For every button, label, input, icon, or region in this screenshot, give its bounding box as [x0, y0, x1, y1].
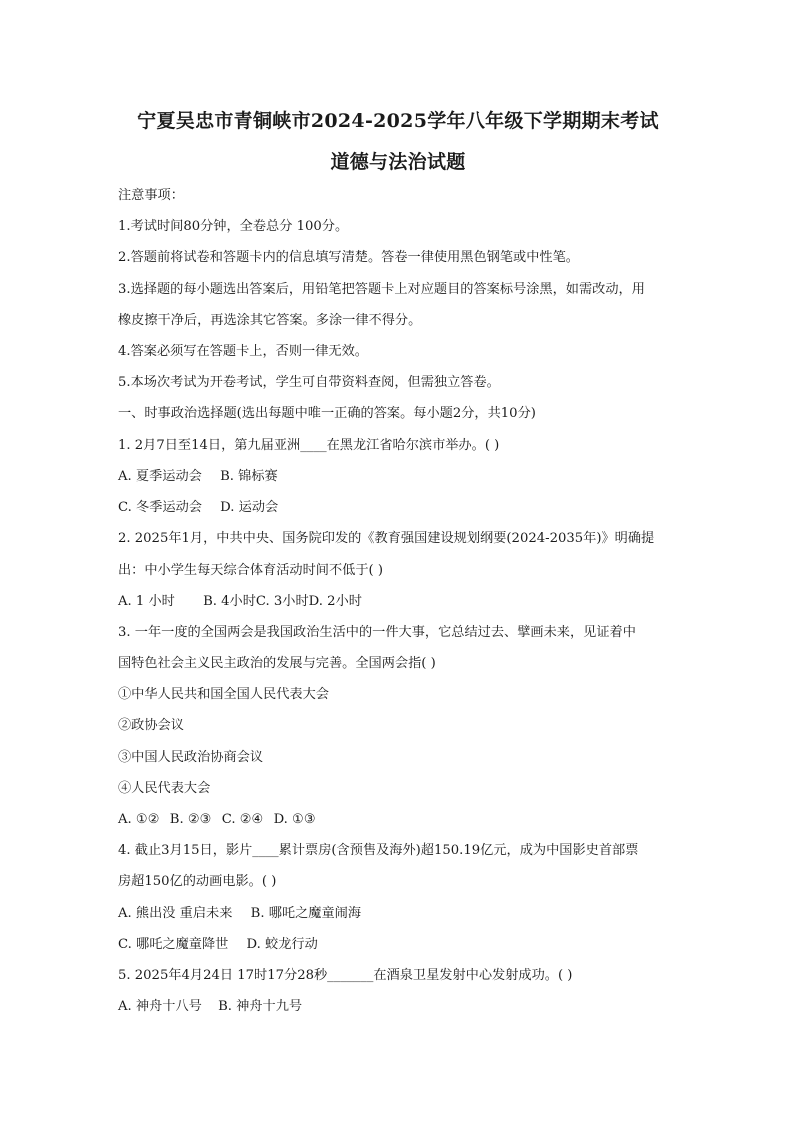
question-1-options-row	[118, 468, 678, 486]
question-1-stem: 1. 2月7日至14日，第九届亚洲____在黑龙江省哈尔滨市举办。( )	[118, 438, 500, 453]
notice-heading: 注意事项：	[118, 188, 184, 203]
question-4-options-row	[118, 905, 678, 923]
notice-item: 1.考试时间80分钟，全卷总分 100分。	[118, 219, 349, 234]
option-a: A. 熊出没 重启未来	[118, 906, 233, 921]
exam-subtitle: 道德与法治试题	[330, 151, 466, 173]
notice-item: 4.答案必须写在答题卡上，否则一律无效。	[118, 344, 368, 359]
option-c: C. 哪吒之魔童降世	[118, 937, 229, 952]
option-bcd: B. 4小时C. 3小时D. 2小时	[203, 594, 362, 609]
question-4-stem-continued: 房超150亿的动画电影。( )	[118, 874, 277, 889]
option-c: C. 冬季运动会	[118, 500, 202, 515]
question-4-stem: 4. 截止3月15日，影片____累计票房(含预售及海外)超150.19亿元，成为中国影史首部票	[118, 843, 639, 858]
question-3-statement: ②政协会议	[118, 718, 184, 733]
question-3-options-row	[118, 811, 678, 829]
question-2-stem: 2. 2025年1月，中共中央、国务院印发的《教育强国建设规划纲要(2024-2035年)》明确提	[118, 531, 655, 546]
question-4-options-row	[118, 936, 678, 954]
question-2-options-row	[118, 593, 678, 611]
option-d: D. 运动会	[220, 500, 279, 515]
option-b: B. ②③	[169, 812, 212, 827]
option-a: A. 夏季运动会	[118, 469, 202, 484]
question-3-statement: ①中华人民共和国全国人民代表大会	[118, 687, 329, 702]
option-a: A. ①②	[118, 812, 160, 827]
notice-item-continued: 橡皮擦干净后，再选涂其它答案。多涂一律不得分。	[118, 313, 422, 328]
question-1-options-row	[118, 499, 678, 517]
question-3-statement: ④人民代表大会	[118, 781, 211, 796]
option-d: D. ①③	[273, 812, 316, 827]
option-a: A. 1 小时	[118, 594, 175, 609]
option-b: B. 锦标赛	[220, 469, 278, 484]
question-3-stem: 3. 一年一度的全国两会是我国政治生活中的一件大事，它总结过去、擘画未来，见证着中	[118, 625, 636, 640]
option-d: D. 蛟龙行动	[246, 937, 318, 952]
option-c: C. ②④	[221, 812, 264, 827]
notice-item: 3.选择题的每小题选出答案后，用铅笔把答题卡上对应题目的答案标号涂黑，如需改动，用	[118, 282, 645, 297]
option-b: B. 神舟十九号	[218, 999, 303, 1014]
option-b: B. 哪吒之魔童闹海	[250, 906, 362, 921]
question-5-options-row	[118, 998, 678, 1016]
section-heading: 一、时事政治选择题(选出每题中唯一正确的答案。每小题2分，共10分)	[118, 406, 536, 421]
exam-title: 宁夏吴忠市青铜峡市2024-2025学年八年级下学期期末考试	[137, 110, 659, 132]
question-2-stem-continued: 出：中小学生每天综合体育活动时间不低于( )	[118, 563, 384, 578]
question-5-stem: 5. 2025年4月24日 17时17分28秒_______在酒泉卫星发射中心发射成功。( )	[118, 968, 573, 983]
question-3-statement: ③中国人民政治协商会议	[118, 750, 264, 765]
question-3-stem-continued: 国特色社会主义民主政治的发展与完善。全国两会指( )	[118, 656, 436, 671]
notice-item: 5.本场次考试为开卷考试，学生可自带资料查阅，但需独立答卷。	[118, 375, 500, 390]
option-a: A. 神舟十八号	[118, 999, 202, 1014]
notice-item: 2.答题前将试卷和答题卡内的信息填写清楚。答卷一律使用黑色钢笔或中性笔。	[118, 250, 579, 265]
